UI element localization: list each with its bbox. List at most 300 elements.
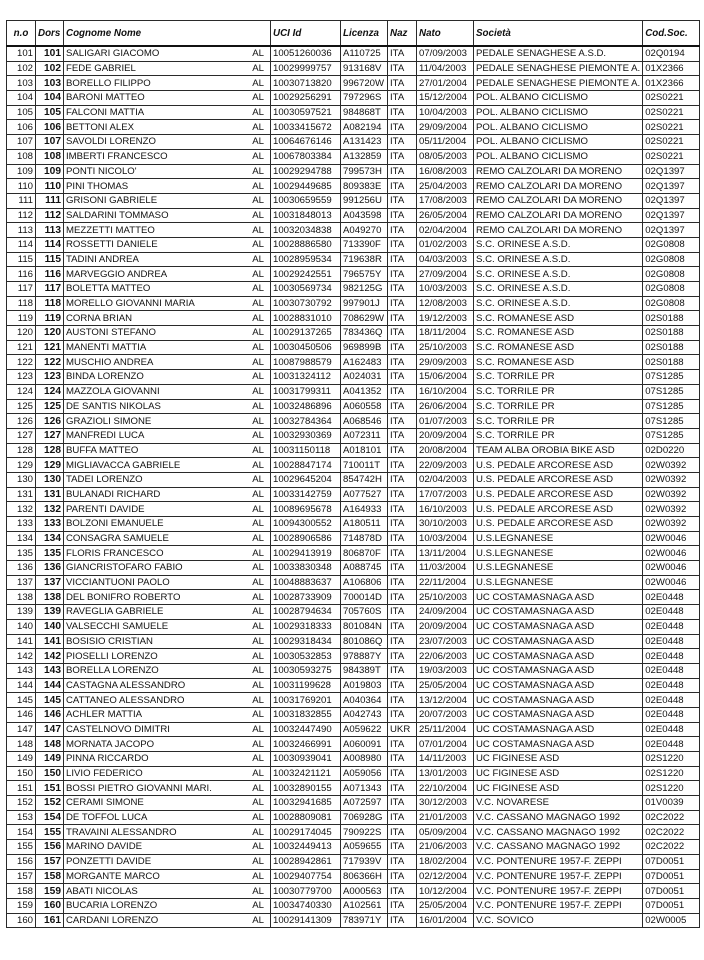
cell-name <box>64 46 271 61</box>
cell-dors: 149 <box>36 752 64 767</box>
table-row <box>7 311 700 326</box>
cell-uci-id: 10033415672 <box>271 120 341 135</box>
rider-name: MORNATA JACOPO <box>66 738 155 750</box>
cell-naz: ITA <box>388 502 417 517</box>
cell-uci-id: 10028831010 <box>271 311 341 326</box>
cell-nato: 12/08/2003 <box>417 296 474 311</box>
cell-naz: ITA <box>388 399 417 414</box>
cell-societa: S.C. ORINESE A.S.D. <box>474 296 643 311</box>
cell-dors: 132 <box>36 502 64 517</box>
cell-uci-id: 10030659559 <box>271 193 341 208</box>
cell-dors: 150 <box>36 766 64 781</box>
cell-societa: PEDALE SENAGHESE PIEMONTE A. <box>474 61 643 76</box>
rider-name: ACHLER MATTIA <box>66 709 143 721</box>
rider-name: GRISONI GABRIELE <box>66 195 158 207</box>
cell-uci-id: 10029407754 <box>271 869 341 884</box>
cell-uci-id: 10029242551 <box>271 267 341 282</box>
cell-dors: 112 <box>36 208 64 223</box>
cell-dors: 158 <box>36 869 64 884</box>
table-row <box>7 869 700 884</box>
cell-name <box>64 634 271 649</box>
cell-licenza: A000563 <box>341 884 388 899</box>
cell-name <box>64 561 271 576</box>
rider-category: AL <box>252 900 264 912</box>
cell-no: 138 <box>7 590 36 605</box>
cell-licenza: 806870F <box>341 546 388 561</box>
cell-naz: ITA <box>388 884 417 899</box>
cell-cod-soc: 02W0046 <box>643 546 700 561</box>
cell-societa: S.C. ROMANESE ASD <box>474 326 643 341</box>
cell-dors: 137 <box>36 575 64 590</box>
cell-name <box>64 619 271 634</box>
cell-dors: 138 <box>36 590 64 605</box>
cell-uci-id: 10028886580 <box>271 237 341 252</box>
cell-societa: U.S. PEDALE ARCORESE ASD <box>474 458 643 473</box>
cell-licenza: 713390F <box>341 237 388 252</box>
table-row <box>7 296 700 311</box>
cell-cod-soc: 02Q0194 <box>643 46 700 61</box>
rider-name: SAVOLDI LORENZO <box>66 136 156 148</box>
cell-licenza: A059655 <box>341 840 388 855</box>
cell-name <box>64 76 271 91</box>
rider-category: AL <box>252 283 264 295</box>
cell-nato: 10/12/2004 <box>417 884 474 899</box>
cell-dors: 152 <box>36 796 64 811</box>
cell-dors: 121 <box>36 340 64 355</box>
cell-licenza: 801084N <box>341 619 388 634</box>
cell-cod-soc: 02W0046 <box>643 531 700 546</box>
cell-naz: ITA <box>388 752 417 767</box>
cell-societa: V.C. CASSANO MAGNAGO 1992 <box>474 840 643 855</box>
cell-name <box>64 105 271 120</box>
cell-societa: POL. ALBANO CICLISMO <box>474 149 643 164</box>
cell-name <box>64 282 271 297</box>
cell-nato: 01/02/2003 <box>417 237 474 252</box>
cell-naz: ITA <box>388 840 417 855</box>
cell-societa: V.C. CASSANO MAGNAGO 1992 <box>474 825 643 840</box>
cell-cod-soc: 07S1285 <box>643 399 700 414</box>
cell-licenza: A008980 <box>341 752 388 767</box>
cell-licenza: A088745 <box>341 561 388 576</box>
cell-dors: 157 <box>36 854 64 869</box>
rider-category: AL <box>252 606 264 618</box>
cell-societa: POL. ALBANO CICLISMO <box>474 120 643 135</box>
cell-no: 157 <box>7 869 36 884</box>
cell-no: 125 <box>7 399 36 414</box>
cell-no: 143 <box>7 663 36 678</box>
cell-societa: REMO CALZOLARI DA MORENO <box>474 164 643 179</box>
rider-name: BARONI MATTEO <box>66 92 145 104</box>
cell-nato: 19/03/2003 <box>417 663 474 678</box>
table-row <box>7 237 700 252</box>
cell-uci-id: 10032447490 <box>271 722 341 737</box>
cell-dors: 143 <box>36 663 64 678</box>
rider-category: AL <box>252 635 264 647</box>
cell-naz: ITA <box>388 707 417 722</box>
cell-societa: S.C. TORRILE PR <box>474 370 643 385</box>
cell-cod-soc: 02S1220 <box>643 752 700 767</box>
cell-societa: POL. ALBANO CICLISMO <box>474 135 643 150</box>
cell-dors: 156 <box>36 840 64 855</box>
rider-category: AL <box>252 239 264 251</box>
cell-nato: 22/10/2004 <box>417 781 474 796</box>
cell-nato: 20/09/2004 <box>417 428 474 443</box>
cell-cod-soc: 07D0051 <box>643 869 700 884</box>
cell-name <box>64 384 271 399</box>
cell-no: 155 <box>7 840 36 855</box>
cell-no: 150 <box>7 766 36 781</box>
rider-name: FLORIS FRANCESCO <box>66 547 164 559</box>
rider-category: AL <box>252 694 264 706</box>
cell-no: 105 <box>7 105 36 120</box>
cell-licenza: A060091 <box>341 737 388 752</box>
table-row <box>7 223 700 238</box>
cell-nato: 10/03/2003 <box>417 282 474 297</box>
rider-category: AL <box>252 77 264 89</box>
cell-no: 131 <box>7 487 36 502</box>
cell-dors: 128 <box>36 443 64 458</box>
cell-no: 113 <box>7 223 36 238</box>
rider-name: MANENTI MATTIA <box>66 342 147 354</box>
cell-licenza: 708629W <box>341 311 388 326</box>
cell-naz: ITA <box>388 693 417 708</box>
cell-dors: 144 <box>36 678 64 693</box>
rider-category: AL <box>252 856 264 868</box>
cell-name <box>64 237 271 252</box>
cell-uci-id: 10094300552 <box>271 517 341 532</box>
cell-cod-soc: 02S0221 <box>643 120 700 135</box>
cell-naz: ITA <box>388 619 417 634</box>
cell-licenza: 705760S <box>341 605 388 620</box>
cell-licenza: 796575Y <box>341 267 388 282</box>
rider-category: AL <box>252 48 264 60</box>
cell-cod-soc: 02W0392 <box>643 472 700 487</box>
cell-societa: UC COSTAMASNAGA ASD <box>474 693 643 708</box>
rider-name: FALCONI MATTIA <box>66 107 145 119</box>
cell-cod-soc: 02W0392 <box>643 458 700 473</box>
table-row <box>7 854 700 869</box>
table-body <box>7 46 700 928</box>
cell-cod-soc: 02W0005 <box>643 913 700 928</box>
rider-category: AL <box>252 400 264 412</box>
cell-uci-id: 10029318333 <box>271 619 341 634</box>
rider-category: AL <box>252 518 264 530</box>
cell-naz: ITA <box>388 898 417 913</box>
cell-societa: PEDALE SENAGHESE PIEMONTE A. <box>474 76 643 91</box>
cell-dors: 141 <box>36 634 64 649</box>
cell-dors: 105 <box>36 105 64 120</box>
rider-category: AL <box>252 165 264 177</box>
cell-societa: U.S.LEGNANESE <box>474 546 643 561</box>
table-row <box>7 252 700 267</box>
cell-licenza: 790922S <box>341 825 388 840</box>
cell-naz: UKR <box>388 722 417 737</box>
col-header-dors: Dors <box>36 21 64 47</box>
cell-dors: 130 <box>36 472 64 487</box>
cell-dors: 103 <box>36 76 64 91</box>
cell-nato: 21/01/2003 <box>417 810 474 825</box>
rider-name: BINDA LORENZO <box>66 371 144 383</box>
cell-naz: ITA <box>388 296 417 311</box>
cell-no: 146 <box>7 707 36 722</box>
cell-nato: 25/11/2004 <box>417 722 474 737</box>
cell-licenza: A164933 <box>341 502 388 517</box>
cell-name <box>64 458 271 473</box>
cell-societa: UC COSTAMASNAGA ASD <box>474 722 643 737</box>
rider-name: TADEI LORENZO <box>66 474 143 486</box>
cell-name <box>64 326 271 341</box>
cell-name <box>64 575 271 590</box>
rider-name: MORGANTE MARCO <box>66 870 160 882</box>
rider-category: AL <box>252 621 264 633</box>
cell-uci-id: 10032034838 <box>271 223 341 238</box>
cell-naz: ITA <box>388 311 417 326</box>
cell-name <box>64 428 271 443</box>
cell-nato: 05/09/2004 <box>417 825 474 840</box>
cell-cod-soc: 02E0448 <box>643 649 700 664</box>
table-row <box>7 619 700 634</box>
cell-no: 133 <box>7 517 36 532</box>
cell-licenza: A068546 <box>341 414 388 429</box>
rider-name: CORNA BRIAN <box>66 312 133 324</box>
cell-societa: V.C. PONTENURE 1957-F. ZEPPI <box>474 884 643 899</box>
rider-name: TADINI ANDREA <box>66 253 139 265</box>
cell-dors: 136 <box>36 561 64 576</box>
table-row <box>7 355 700 370</box>
cell-nato: 20/08/2004 <box>417 443 474 458</box>
cell-nato: 27/09/2004 <box>417 267 474 282</box>
col-header-naz: Naz <box>388 21 417 47</box>
col-header-name: Cognome Nome <box>64 21 271 47</box>
rider-name: TRAVAINI ALESSANDRO <box>66 826 177 838</box>
cell-licenza: A131423 <box>341 135 388 150</box>
cell-cod-soc: 02W0392 <box>643 487 700 502</box>
cell-dors: 123 <box>36 370 64 385</box>
cell-name <box>64 370 271 385</box>
cell-cod-soc: 02S0188 <box>643 326 700 341</box>
cell-dors: 155 <box>36 825 64 840</box>
cell-societa: UC COSTAMASNAGA ASD <box>474 634 643 649</box>
rider-category: AL <box>252 107 264 119</box>
cell-nato: 22/06/2003 <box>417 649 474 664</box>
table-row <box>7 326 700 341</box>
cell-no: 128 <box>7 443 36 458</box>
cell-name <box>64 164 271 179</box>
cell-societa: UC COSTAMASNAGA ASD <box>474 707 643 722</box>
cell-uci-id: 10032941685 <box>271 796 341 811</box>
cell-nato: 13/01/2003 <box>417 766 474 781</box>
cell-naz: ITA <box>388 282 417 297</box>
cell-nato: 20/07/2003 <box>417 707 474 722</box>
cell-societa: S.C. ORINESE A.S.D. <box>474 252 643 267</box>
cell-no: 120 <box>7 326 36 341</box>
cell-cod-soc: 07S1285 <box>643 414 700 429</box>
cell-name <box>64 722 271 737</box>
table-row <box>7 796 700 811</box>
table-row <box>7 840 700 855</box>
cell-dors: 110 <box>36 179 64 194</box>
cell-no: 139 <box>7 605 36 620</box>
rider-category: AL <box>252 224 264 236</box>
cell-uci-id: 10048883637 <box>271 575 341 590</box>
table-row <box>7 76 700 91</box>
table-row <box>7 105 700 120</box>
rider-name: PARENTI DAVIDE <box>66 503 145 515</box>
cell-cod-soc: 01X2366 <box>643 76 700 91</box>
cell-name <box>64 678 271 693</box>
cell-uci-id: 10028733909 <box>271 590 341 605</box>
cell-societa: UC COSTAMASNAGA ASD <box>474 590 643 605</box>
rider-name: BUFFA MATTEO <box>66 444 139 456</box>
rider-name: MUSCHIO ANDREA <box>66 356 154 368</box>
cell-licenza: 797296S <box>341 91 388 106</box>
rider-name: GRAZIOLI SIMONE <box>66 415 152 427</box>
rider-category: AL <box>252 474 264 486</box>
rider-name: ABATI NICOLAS <box>66 885 138 897</box>
cell-licenza: A132859 <box>341 149 388 164</box>
cell-uci-id: 10067803384 <box>271 149 341 164</box>
cell-dors: 116 <box>36 267 64 282</box>
cell-nato: 25/05/2004 <box>417 678 474 693</box>
table-row <box>7 193 700 208</box>
cell-no: 134 <box>7 531 36 546</box>
cell-cod-soc: 07S1285 <box>643 370 700 385</box>
cell-nato: 07/09/2003 <box>417 46 474 61</box>
cell-cod-soc: 02Q1397 <box>643 193 700 208</box>
cell-naz: ITA <box>388 678 417 693</box>
cell-cod-soc: 02E0448 <box>643 707 700 722</box>
table-row <box>7 179 700 194</box>
cell-societa: UC FIGINESE ASD <box>474 766 643 781</box>
cell-societa: PEDALE SENAGHESE A.S.D. <box>474 46 643 61</box>
cell-dors: 139 <box>36 605 64 620</box>
cell-societa: REMO CALZOLARI DA MORENO <box>474 179 643 194</box>
cell-name <box>64 737 271 752</box>
cell-licenza: A059622 <box>341 722 388 737</box>
cell-uci-id: 10029645204 <box>271 472 341 487</box>
cell-no: 124 <box>7 384 36 399</box>
rider-category: AL <box>252 826 264 838</box>
cell-licenza: 996720W <box>341 76 388 91</box>
cell-naz: ITA <box>388 326 417 341</box>
rider-name: BUCARIA LORENZO <box>66 900 158 912</box>
cell-cod-soc: 02W0392 <box>643 502 700 517</box>
cell-societa: S.C. TORRILE PR <box>474 399 643 414</box>
cell-cod-soc: 02G0808 <box>643 296 700 311</box>
cell-naz: ITA <box>388 517 417 532</box>
cell-licenza: 913168V <box>341 61 388 76</box>
cell-uci-id: 10029137265 <box>271 326 341 341</box>
cell-no: 115 <box>7 252 36 267</box>
rider-name: VICCIANTUONI PAOLO <box>66 577 170 589</box>
table-row <box>7 517 700 532</box>
cell-nato: 22/09/2003 <box>417 458 474 473</box>
cell-uci-id: 10029413919 <box>271 546 341 561</box>
rider-category: AL <box>252 180 264 192</box>
col-header-nato: Nato <box>417 21 474 47</box>
cell-cod-soc: 02S1220 <box>643 781 700 796</box>
cell-naz: ITA <box>388 649 417 664</box>
cell-no: 121 <box>7 340 36 355</box>
cell-societa: U.S. PEDALE ARCORESE ASD <box>474 517 643 532</box>
cell-licenza: 717939V <box>341 854 388 869</box>
cell-uci-id: 10033830348 <box>271 561 341 576</box>
table-row <box>7 399 700 414</box>
cell-cod-soc: 02Q1397 <box>643 179 700 194</box>
cell-naz: ITA <box>388 120 417 135</box>
cell-name <box>64 605 271 620</box>
cell-no: 145 <box>7 693 36 708</box>
cell-uci-id: 10032930369 <box>271 428 341 443</box>
rider-category: AL <box>252 914 264 926</box>
table-row <box>7 722 700 737</box>
cell-dors: 160 <box>36 898 64 913</box>
rider-category: AL <box>252 738 264 750</box>
table-row <box>7 810 700 825</box>
table-row <box>7 825 700 840</box>
rider-category: AL <box>252 503 264 515</box>
cell-uci-id: 10029449685 <box>271 179 341 194</box>
rider-category: AL <box>252 356 264 368</box>
cell-no: 160 <box>7 913 36 928</box>
cell-cod-soc: 02D0220 <box>643 443 700 458</box>
cell-nato: 18/02/2004 <box>417 854 474 869</box>
rider-category: AL <box>252 386 264 398</box>
cell-naz: ITA <box>388 428 417 443</box>
rider-name: CERAMI SIMONE <box>66 797 144 809</box>
cell-uci-id: 10028847174 <box>271 458 341 473</box>
cell-nato: 30/12/2003 <box>417 796 474 811</box>
cell-uci-id: 10032421121 <box>271 766 341 781</box>
cell-no: 147 <box>7 722 36 737</box>
cell-name <box>64 590 271 605</box>
cell-name <box>64 898 271 913</box>
table-row <box>7 898 700 913</box>
cell-nato: 27/01/2004 <box>417 76 474 91</box>
cell-licenza: 984868T <box>341 105 388 120</box>
rider-category: AL <box>252 679 264 691</box>
cell-licenza: A049270 <box>341 223 388 238</box>
cell-no: 151 <box>7 781 36 796</box>
cell-uci-id: 10087988579 <box>271 355 341 370</box>
rider-category: AL <box>252 841 264 853</box>
cell-name <box>64 766 271 781</box>
table-row <box>7 443 700 458</box>
header-row <box>7 21 700 47</box>
cell-dors: 104 <box>36 91 64 106</box>
rider-category: AL <box>252 577 264 589</box>
cell-cod-soc: 02W0046 <box>643 575 700 590</box>
cell-societa: S.C. TORRILE PR <box>474 414 643 429</box>
table-row <box>7 766 700 781</box>
rider-category: AL <box>252 195 264 207</box>
cell-societa: S.C. ROMANESE ASD <box>474 355 643 370</box>
table-row <box>7 135 700 150</box>
cell-naz: ITA <box>388 575 417 590</box>
rider-name: PINI THOMAS <box>66 180 129 192</box>
cell-cod-soc: 02E0448 <box>643 605 700 620</box>
rider-category: AL <box>252 459 264 471</box>
cell-uci-id: 10029318434 <box>271 634 341 649</box>
cell-name <box>64 120 271 135</box>
cell-societa: REMO CALZOLARI DA MORENO <box>474 208 643 223</box>
cell-name <box>64 340 271 355</box>
cell-name <box>64 913 271 928</box>
rider-name: PINNA RICCARDO <box>66 753 149 765</box>
cell-dors: 108 <box>36 149 64 164</box>
cell-societa: REMO CALZOLARI DA MORENO <box>474 223 643 238</box>
cell-nato: 25/04/2003 <box>417 179 474 194</box>
